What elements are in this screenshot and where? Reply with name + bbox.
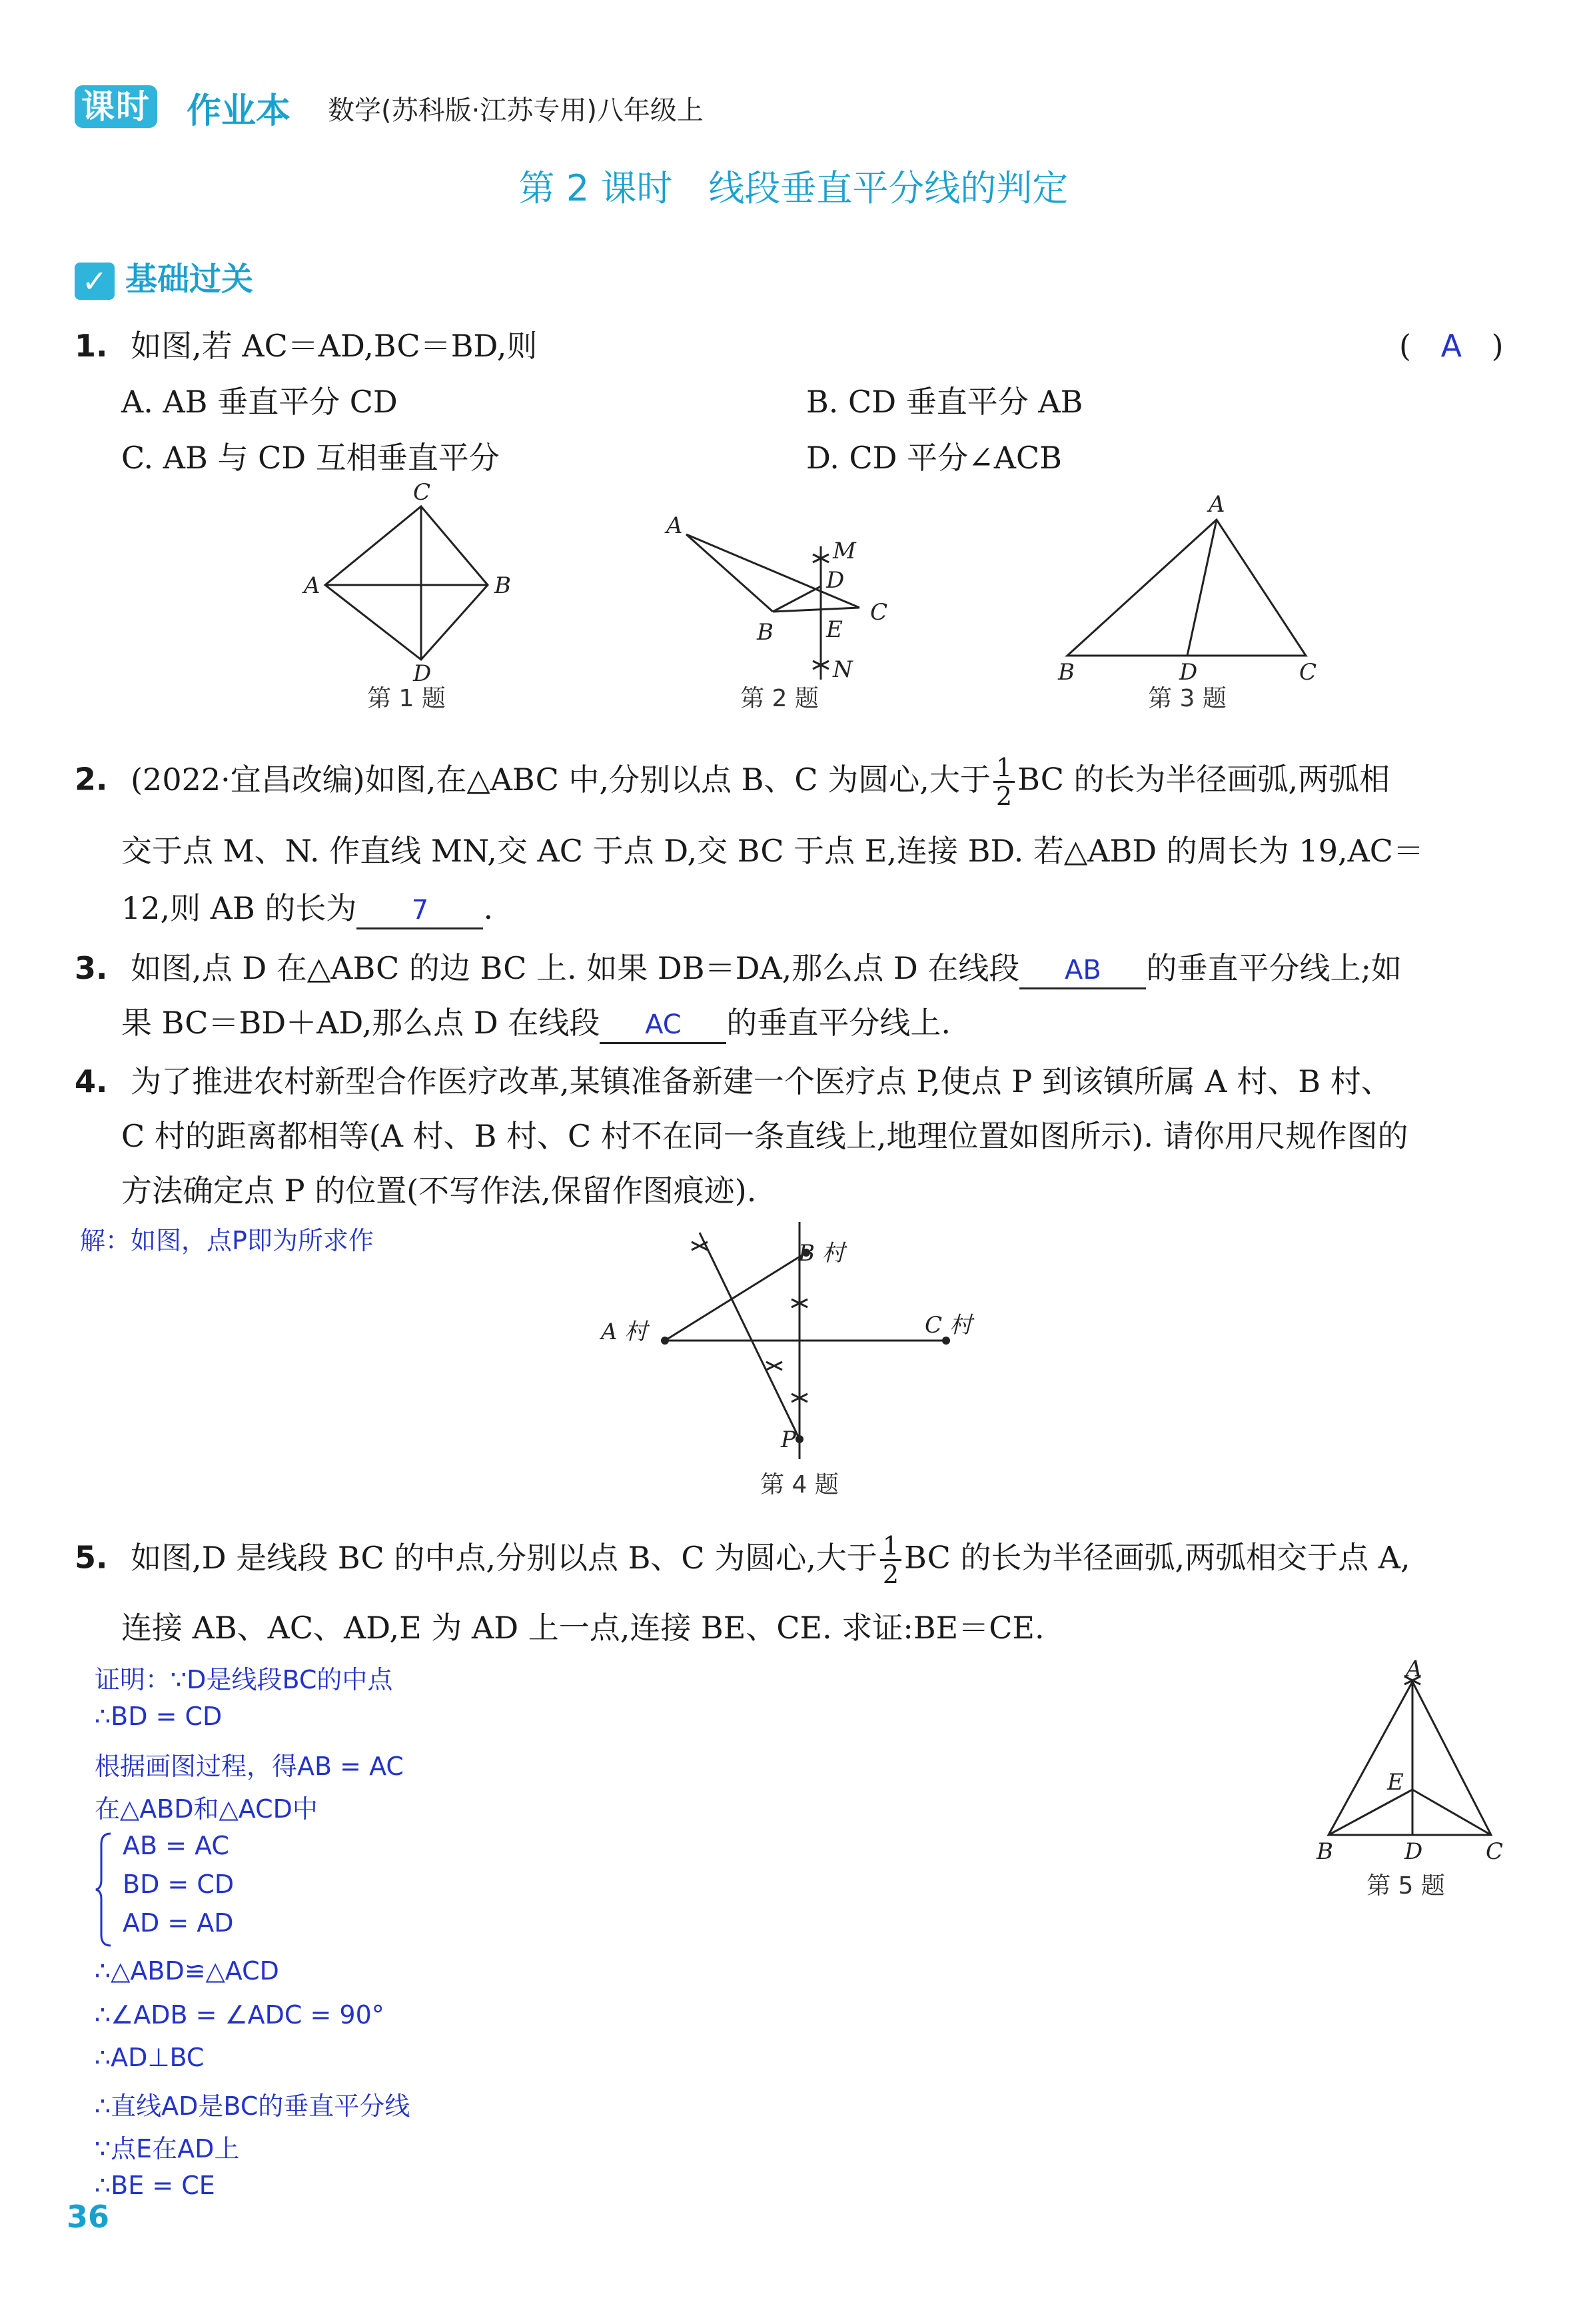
page-number: 36 (67, 2199, 110, 2235)
q3-answer-1: AB (1019, 953, 1146, 989)
q4-line3: 方法确定点 P 的位置(不写作法,保留作图痕迹). (121, 1173, 757, 1209)
figure-4 (600, 1219, 1013, 1499)
f2-label-m: M (833, 538, 856, 564)
f5-label-a: A (1406, 1659, 1422, 1682)
proof-line: ∴BE = CE (95, 2171, 215, 2200)
q4-number: 4. (75, 1063, 108, 1099)
f3-caption: 第 3 题 (1148, 685, 1227, 712)
f1-label-d: D (413, 660, 432, 687)
proof-line: BD = CD (123, 1870, 235, 1899)
f2-label-d: D (826, 567, 845, 594)
f3-label-a: A (1209, 491, 1225, 518)
brand-title: 作业本 (187, 91, 291, 131)
logo: 课时 (75, 85, 157, 128)
f5-label-b: B (1317, 1838, 1333, 1865)
q1-option-d: D. CD 平分∠ACB (806, 440, 1062, 476)
f5-caption: 第 5 题 (1366, 1872, 1445, 1900)
proof-line: ∴BD = CD (95, 1702, 223, 1731)
f2-label-a: A (666, 512, 683, 539)
check-icon: ✓ (75, 263, 115, 300)
q5-proof (95, 1659, 694, 2212)
f2-caption: 第 2 题 (740, 685, 819, 712)
section-title: 基础过关 (125, 261, 254, 298)
proof-line: AB = AC (123, 1831, 229, 1860)
f2-label-c: C (870, 599, 888, 626)
proof-line: ∴AD⊥BC (95, 2043, 205, 2072)
f4-label-c: C 村 (925, 1312, 972, 1339)
q1-stem (75, 324, 537, 368)
q4-solution: 解：如图，点P即为所求作 (80, 1226, 374, 1255)
q5-line2: 连接 AB、AC、AD,E 为 AD 上一点,连接 BE、CE. 求证:BE＝CE. (121, 1610, 1045, 1646)
f4-label-b: B 村 (798, 1240, 845, 1267)
proof-line: ∴直线AD是BC的垂直平分线 (95, 2091, 410, 2121)
q1-number: 1. (75, 328, 108, 364)
f1-label-b: B (494, 572, 511, 599)
proof-line: ∴∠ADB = ∠ADC = 90° (95, 2000, 384, 2030)
f1-label-a: A (304, 572, 320, 599)
proof-line: 根据画图过程，得AB = AC (95, 1752, 404, 1781)
f2-label-b: B (757, 619, 774, 646)
subject-title: 数学(苏科版·江苏专用)八年级上 (328, 95, 704, 126)
q5-line1: 5. 如图,D 是线段 BC 的中点,分别以点 B、C 为圆心,大于 $\frac{1}{2}$ BC 的长为半径画弧,两弧相交于点 A, (75, 1531, 1410, 1589)
q2-line2: 交于点 M、N. 作直线 MN,交 AC 于点 D,交 BC 于点 E,连接 BD. 若△ABD 的周长为 19,AC＝ (121, 833, 1424, 869)
section-header (75, 253, 253, 300)
q3-number: 3. (75, 950, 108, 986)
proof-line: ∵点E在AD上 (95, 2134, 240, 2163)
q2-answer: 7 (356, 893, 483, 929)
f5-label-e: E (1387, 1769, 1404, 1796)
proof-line: AD = AD (123, 1908, 234, 1938)
q1-option-c: C. AB 与 CD 互相垂直平分 (121, 440, 500, 476)
f3-label-d: D (1179, 659, 1198, 686)
f4-label-p: P (781, 1427, 796, 1453)
q5-number: 5. (75, 1539, 108, 1576)
q3-line2: 果 BC＝BD＋AD,那么点 D 在线段 AC 的垂直平分线上. (121, 1001, 951, 1045)
q2-fraction: $\frac{1}{2}$ (993, 754, 1015, 810)
f4-label-a: A 村 (601, 1319, 648, 1345)
f2-label-n: N (833, 656, 853, 683)
f5-label-c: C (1486, 1838, 1504, 1865)
proof-line: 在△ABD和△ACD中 (95, 1794, 318, 1824)
f3-label-b: B (1058, 659, 1075, 686)
q1-answer-slot: ( A ) (1399, 328, 1504, 364)
f2-label-e: E (826, 616, 843, 643)
lesson-title: 第 2 课时 线段垂直平分线的判定 (518, 167, 1069, 209)
q3-line1: 3. 如图,点 D 在△ABC 的边 BC 上. 如果 DB＝DA,那么点 D 在线段 AB 的垂直平分线上;如 (75, 946, 1402, 990)
q2-number: 2. (75, 761, 108, 798)
proof-line: ∴△ABD≌△ACD (95, 1956, 279, 1986)
f3-label-c: C (1299, 659, 1317, 686)
q2-line1: 2. (2022·宜昌改编)如图,在△ABC 中,分别以点 B、C 为圆心,大于 $\frac{1}{2}$ BC 的长为半径画弧,两弧相 (75, 753, 1390, 811)
figure-3 (1067, 520, 1306, 656)
q1-text: 如图,若 AC＝AD,BC＝BD,则 (131, 328, 538, 364)
f4-caption: 第 4 题 (760, 1471, 839, 1498)
q4-line1: 4. 为了推进农村新型合作医疗改革,某镇准备新建一个医疗点 P,使点 P 到该镇所属 A 村、B 村、 (75, 1063, 1392, 1099)
q2-line3: 12,则 AB 的长为 7 . (121, 886, 493, 930)
f1-label-c: C (413, 480, 431, 506)
figure-1 (325, 506, 488, 660)
q5-fraction: $\frac{1}{2}$ (880, 1532, 901, 1588)
q3-answer-2: AC (600, 1007, 726, 1044)
q1-option-b: B. CD 垂直平分 AB (806, 384, 1083, 420)
f5-label-d: D (1404, 1838, 1423, 1865)
f1-caption: 第 1 题 (367, 685, 446, 712)
brace-icon (95, 1831, 115, 1948)
q1-option-a: A. AB 垂直平分 CD (121, 384, 398, 420)
proof-line: 证明：∵D是线段BC的中点 (95, 1665, 393, 1694)
figures-row (0, 480, 1587, 733)
q4-line2: C 村的距离都相等(A 村、B 村、C 村不在同一条直线上,地理位置如图所示). 请你用尺规作图的 (121, 1118, 1408, 1154)
q1-answer: A (1440, 328, 1462, 364)
figure-5 (1306, 1659, 1506, 1912)
